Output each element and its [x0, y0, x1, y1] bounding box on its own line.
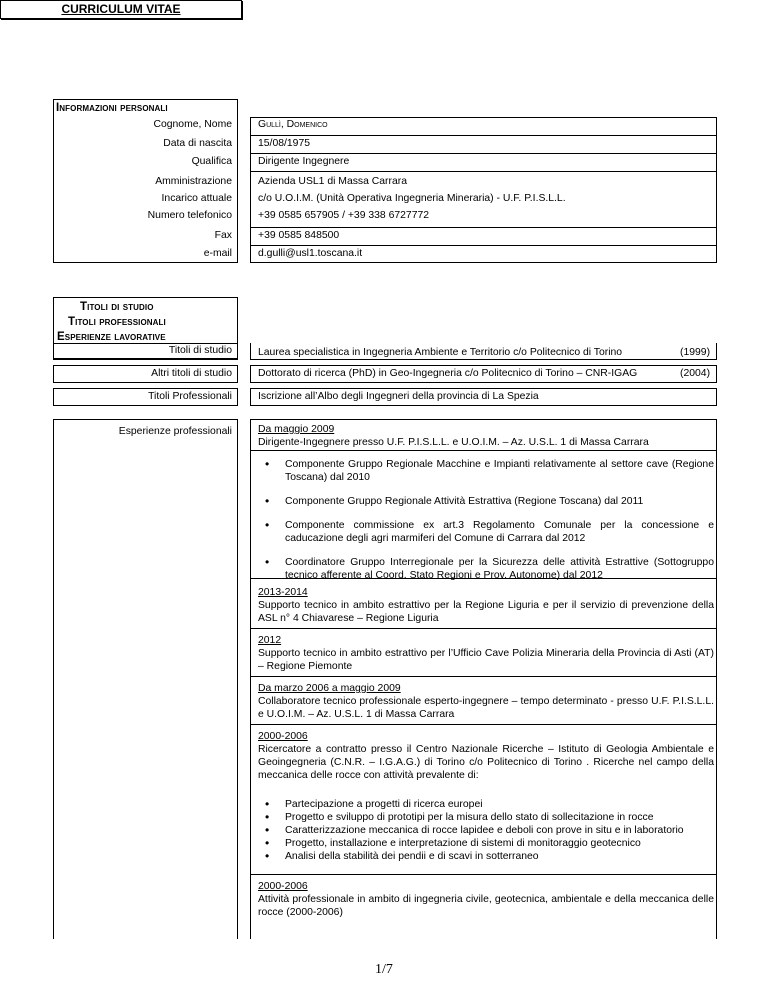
- label-altri-titoli: Altri titoli di studio: [151, 368, 232, 379]
- value-titoli-studio: Laurea specialistica in Ingegneria Ambiente e Territorio c/o Politecnico di Torino: [258, 347, 623, 358]
- titles-header-line2: Titoli professionali: [68, 316, 166, 328]
- exp-text-3: Supporto tecnico in ambito estrattivo per l’Ufficio Cave Polizia Mineraria della Provincia di Asti (AT) – Regione Piemonte: [258, 648, 714, 672]
- bullet-item: • Componente commissione ex art.3 Regolamento Comunale per la concessione e caducazione degli agri marmiferi del Comune di Carrara dal 2012: [262, 519, 714, 545]
- year-altri-titoli: (2004): [680, 368, 711, 379]
- value-qualifica: Dirigente Ingegnere: [258, 156, 350, 167]
- label-amministrazione: Amministrazione: [155, 176, 232, 187]
- label-phone: Numero telefonico: [147, 210, 232, 221]
- exp-block-6: [258, 880, 714, 919]
- label-email: e-mail: [203, 248, 232, 259]
- exp-heading-1: Da maggio 2009: [258, 424, 335, 435]
- value-incarico: c/o U.O.I.M. (Unità Operativa Ingegneria Mineraria) - U.F. P.I.S.L.L.: [258, 193, 566, 204]
- exp-block-3: [258, 634, 714, 673]
- bullet-item: • Coordinatore Gruppo Interregionale per la Sicurezza delle attività Estrattive (Sottogruppo tecnico afferente al Coord. Stato Regioni e Prov. Autonome) dal 2012: [262, 556, 714, 582]
- exp-block-4: [258, 682, 714, 721]
- year-titoli-studio: (1999): [680, 347, 711, 358]
- page-number: 1/7: [375, 962, 393, 977]
- label-titoli-professionali: Titoli Professionali: [148, 391, 232, 402]
- bullet-item: • Componente Gruppo Regionale Macchine e Impianti relativamente al settore cave (Regione Toscana) dal 2010: [262, 458, 714, 484]
- personal-values-frame: [250, 117, 717, 263]
- exp-heading-2: 2013-2014: [258, 587, 308, 598]
- value-phone: +39 0585 657905 / +39 338 6727772: [258, 210, 430, 221]
- bullet-item: • Componente Gruppo Regionale Attività Estrattiva (Regione Toscana) dal 2011: [262, 495, 714, 508]
- exp-heading-5: 2000-2006: [258, 731, 308, 742]
- exp-text-1: Dirigente-Ingegnere presso U.F. P.I.S.L.L. e U.O.I.M. – Az. U.S.L. 1 di Massa Carrara: [258, 437, 649, 448]
- bullet-item: • Analisi della stabilità dei pendii e di scavi in sotterraneo: [262, 850, 714, 863]
- exp-block-5: [258, 730, 714, 782]
- personal-header: Informazioni personali: [56, 102, 168, 114]
- exp-heading-6: 2000-2006: [258, 881, 308, 892]
- bullet-item: • Partecipazione a progetti di ricerca europei: [262, 798, 714, 811]
- titles-header-line1: Titoli di studio: [80, 301, 154, 313]
- label-titoli-studio: Titoli di studio: [168, 345, 232, 356]
- exp-bullets-5: [262, 798, 714, 863]
- value-birthdate: 15/08/1975: [258, 138, 311, 149]
- titles-header-line3: Esperienze lavorative: [57, 331, 166, 343]
- value-email: d.gulli@usl1.toscana.it: [258, 248, 363, 259]
- bullet-item: • Progetto, installazione e interpretazione di sistemi di monitoraggio geotecnico: [262, 837, 714, 850]
- label-name: Cognome, Nome: [153, 119, 232, 130]
- exp-text-4: Collaboratore tecnico professionale esperto-ingegnere – tempo determinato - presso U.F. P.I.S.L.L. e U.O.I.M. – Az. U.S.L. 1 di Massa Carrara: [258, 696, 714, 720]
- value-name: Gullì, Domenico: [258, 119, 328, 130]
- exp-text-5: Ricercatore a contratto presso il Centro Nazionale Ricerche – Istituto di Geologia Ambientale e Geoingegneria (C.N.R. – I.G.A.G.) di Torino c/o Politecnico di Torino . Ricerche nel campo della meccanica delle rocce con attività prevalente di:: [258, 744, 714, 781]
- exp-bullets-1: [262, 458, 714, 582]
- exp-text-6: Attività professionale in ambito di ingegneria civile, geotecnica, ambientale e della meccanica delle rocce (2000-2006): [258, 894, 714, 918]
- label-qualifica: Qualifica: [191, 156, 232, 167]
- exp-heading-4: Da marzo 2006 a maggio 2009: [258, 683, 401, 694]
- value-amministrazione: Azienda USL1 di Massa Carrara: [258, 176, 408, 187]
- exp-heading-3: 2012: [258, 635, 282, 646]
- personal-left-border: [53, 117, 54, 263]
- personal-bottom-border: [53, 262, 238, 263]
- bullet-item: • Caratterizzazione meccanica di rocce lapidee e deboli con prove in situ e in laboratorio: [262, 824, 714, 837]
- label-incarico: Incarico attuale: [161, 193, 232, 204]
- exp-block-2: [258, 586, 714, 625]
- value-altri-titoli: Dottorato di ricerca (PhD) in Geo-Ingegneria c/o Politecnico di Torino – CNR-IGAG: [258, 368, 638, 379]
- label-fax: Fax: [214, 230, 232, 241]
- cv-title: CURRICULUM VITAE: [0, 0, 242, 19]
- bullet-item: • Progetto e sviluppo di prototipi per la misura dello stato di sollecitazione in rocce: [262, 811, 714, 824]
- label-birthdate: Data di nascita: [163, 138, 232, 149]
- value-titoli-professionali: Iscrizione all’Albo degli Ingegneri della provincia di La Spezia: [258, 391, 539, 402]
- label-esperienze: Esperienze professionali: [118, 426, 232, 437]
- personal-right-border: [237, 117, 238, 263]
- exp-text-2: Supporto tecnico in ambito estrattivo per la Regione Liguria e per il servizio di prevenzione della ASL n° 4 Chiavarese – Regione Liguria: [258, 600, 714, 624]
- exp-block-1: [258, 423, 714, 449]
- value-fax: +39 0585 848500: [258, 230, 340, 241]
